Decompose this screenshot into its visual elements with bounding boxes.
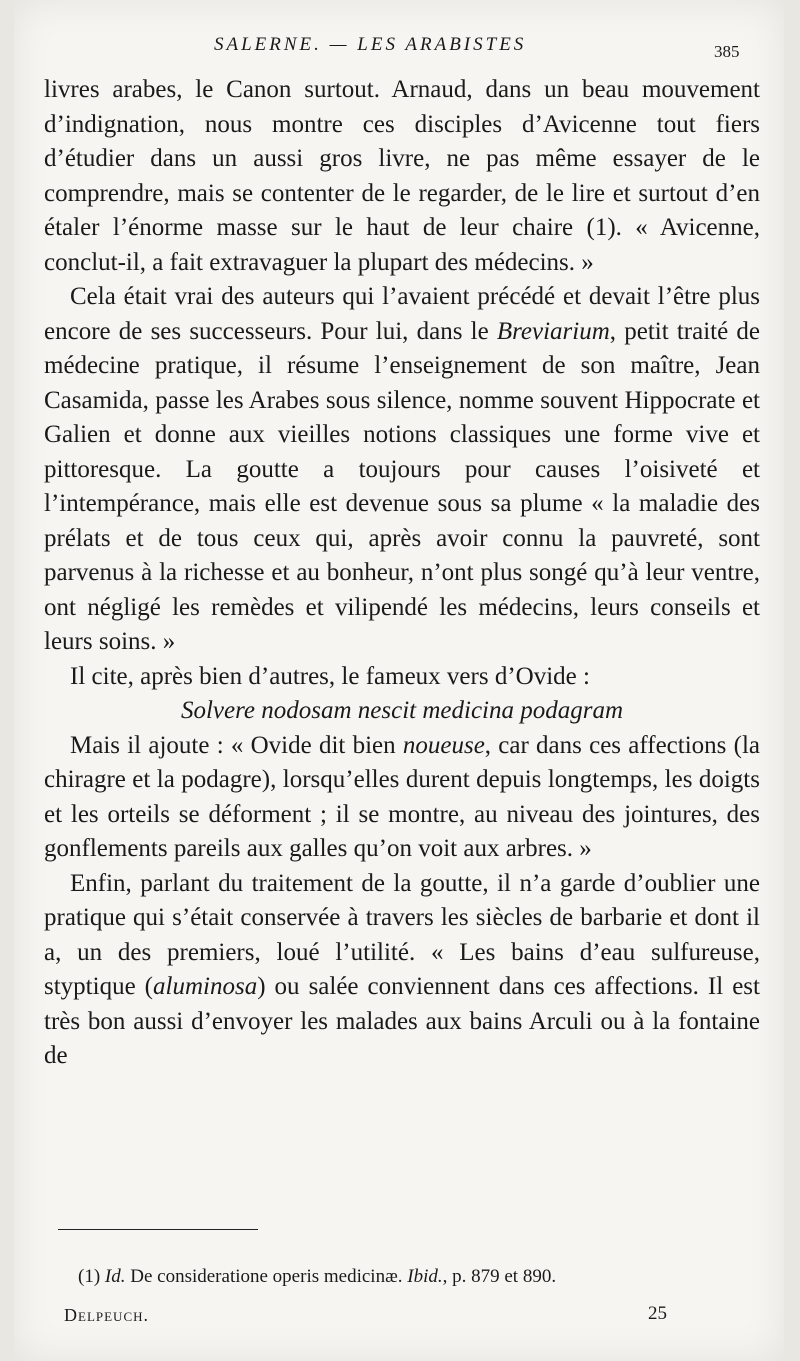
footer-author: Delpeuch. <box>64 1305 149 1325</box>
footnote-text-a: De consideratione operis medicinæ. <box>125 1266 408 1287</box>
ovid-verse: Solvere nodosam nescit medicina podagram <box>180 697 624 724</box>
paragraph-5-text-b: ) ou salée conviennent dans ces affections. Il est très bon aussi d’envoyer les malades aux bains Arculi ou à la fontaine de <box>44 973 760 1069</box>
paragraph-2-text-a: Cela était vrai des auteurs qui l’avaient précédé et devait l’être plus encore de ses successeurs. Pour lui, dans le <box>44 283 760 345</box>
paragraph-5 <box>44 867 760 1074</box>
signature-number: 25 <box>648 1303 667 1324</box>
paragraph-4-text-b: , car dans ces affections (la chiragre et la podagre), lorsqu’elles durent depuis longtemps, les doigts et les orteils se déforment ; il se montre, au niveau des jointures, des gonflements pareils aux galles qu’on voit aux arbres. » <box>44 731 760 862</box>
paragraph-1: livres arabes, le Canon surtout. Arnaud, dans un beau mouvement d’indignation, nous montre ces disciples d’Avicenne tout fiers d’étudier dans un aussi gros livre, ne pas même essayer de le comprendre, mais se contenter de le regarder, de le lire et surtout d’en étaler l’énorme masse sur le haut de leur chaire (1). « Avicenne, conclut-il, a fait extravaguer la plupart des médecins. » <box>44 76 760 276</box>
paragraph-2 <box>44 280 760 660</box>
page-number: 385 <box>714 42 740 61</box>
paragraph-2-text-b: , petit traité de médecine pratique, il résume l’enseignement de son maître, Jean Casamida, passe les Arabes sous silence, nomme souvent Hippocrate et Galien et donne aux vieilles notions classiques une forme vive et pittoresque. La goutte a toujours pour causes l’oisiveté et l’intempérance, mais elle est devenue sous sa plume « la maladie des prélats et de tous ceux qui, après avoir connu la pauvreté, sont parvenus à la richesse et au bonheur, n’ont plus songé qu’à leur ventre, ont négligé les remèdes et vilipendé les médecins, leurs conseils et leurs soins. » <box>44 317 760 655</box>
footnote-text-b: , p. 879 et 890. <box>442 1266 557 1287</box>
footnote-rule <box>58 1229 258 1230</box>
paragraph-3: Il cite, après bien d’autres, le fameux vers d’Ovide : <box>70 662 590 690</box>
running-head: SALERNE. — LES ARABISTES <box>214 34 527 55</box>
noueuse-word: noueuse <box>402 731 485 759</box>
paragraph-5-text-a: Enfin, parlant du traitement de la goutte, il n’a garde d’oublier une pratique qui s’était conservée à travers les siècles de barbarie et dont il a, un des premiers, loué l’utilité. « Les bains d’eau sulfureuse, styptique ( <box>44 869 760 1000</box>
book-page <box>14 0 784 1361</box>
body-text <box>44 73 760 1074</box>
footnote-id: Id. <box>104 1266 126 1287</box>
aluminosa-word: aluminosa <box>153 973 258 1000</box>
paragraph-4-text-a: Mais il ajoute : « Ovide dit bien <box>70 731 403 759</box>
footnote-marker: (1) <box>78 1266 105 1287</box>
footnote-ibid: Ibid. <box>407 1266 443 1287</box>
footnote <box>78 1266 758 1288</box>
page-header <box>14 34 784 64</box>
breviarium-title: Breviarium <box>496 317 610 345</box>
paragraph-4 <box>44 729 760 867</box>
